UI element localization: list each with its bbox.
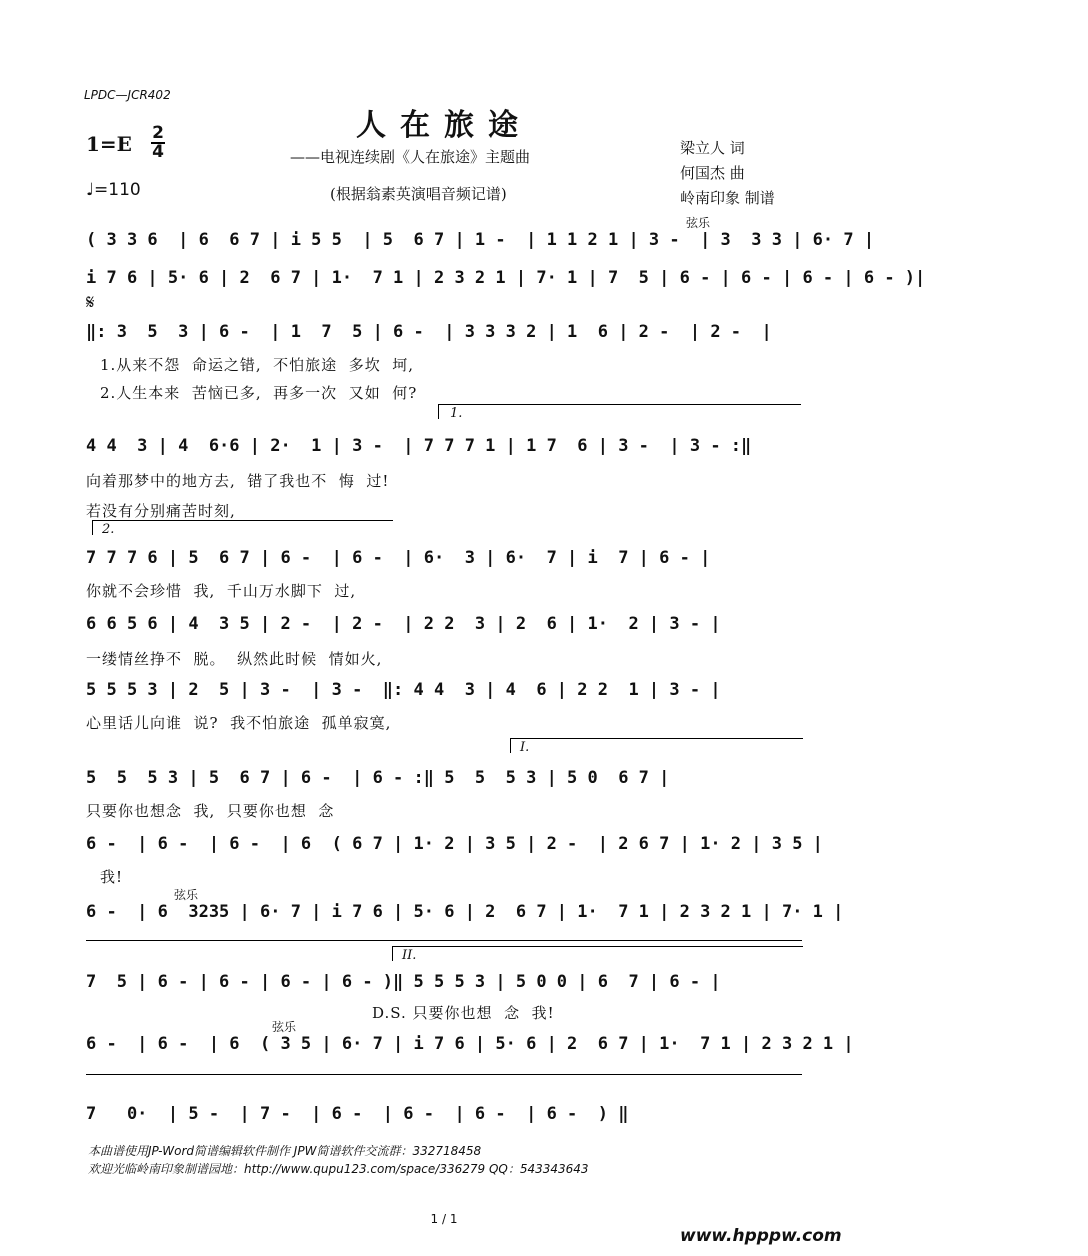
notation-line-10: 6 - | 6 3235 | 6· 7 | i 7 6 | 5· 6 | 2 6 7 | 1· 7 1 | 2 3 2 1 | 7· 1 | — [86, 902, 844, 922]
volta-bracket-1 — [438, 404, 801, 419]
footer-website-note: 欢迎光临岭南印象制谱园地：http://www.qupu123.com/space/336279 QQ：543343643 — [88, 1162, 589, 1176]
notation-line-3: ‖: 3 5 3 | 6 - | 1 7 5 | 6 - | 3 3 3 2 | 1 6 | 2 - | 2 - | — [86, 322, 772, 342]
lyric-line-8: 只要你也想念 我, 只要你也想 念 — [86, 802, 335, 820]
notation-line-1: ( 3 3 6 | 6 6 7 | i 5 5 | 5 6 7 | 1 - | 1 1 2 1 | 3 - | 3 3 3 | 6· 7 | — [86, 230, 875, 250]
volta-2-label: 2. — [102, 522, 115, 537]
instrument-label: 弦乐 — [686, 216, 711, 230]
page-number: 1 / 1 — [430, 1212, 458, 1226]
system-divider-1 — [86, 940, 802, 941]
key-signature: 1=E — [86, 132, 132, 156]
song-subtitle: ——电视连续剧《人在旅途》主题曲 — [290, 148, 531, 166]
time-signature-bottom: 4 — [152, 142, 164, 162]
lyric-line-4a: 向着那梦中的地方去, 错了我也不 悔 过! — [86, 472, 390, 490]
volta-1-label: 1. — [450, 406, 463, 421]
instrument-label-2: 弦乐 — [174, 888, 199, 902]
lyric-line-7: 心里话儿向谁 说? 我不怕旅途 孤单寂寞, — [86, 714, 392, 732]
notation-line-6: 6 6 5 6 | 4 3 5 | 2 - | 2 - | 2 2 3 | 2 6 | 1· 2 | 3 - | — [86, 614, 721, 634]
lyric-line-3b: 2.人生本来 苦恼已多, 再多一次 又如 何? — [100, 384, 418, 402]
lyric-line-5: 你就不会珍惜 我, 千山万水脚下 过, — [86, 582, 357, 600]
credits — [680, 136, 775, 211]
time-signature-top: 2 — [152, 123, 164, 143]
segno-sign: 𝄋 — [86, 290, 95, 314]
score-code: LPDC—JCR402 — [84, 88, 171, 102]
instrument-label-3: 弦乐 — [272, 1020, 297, 1034]
lyric-line-3a: 1.从来不怨 命运之错, 不怕旅途 多坎 坷, — [100, 356, 414, 374]
notation-line-9: 6 - | 6 - | 6 - | 6 ( 6 7 | 1· 2 | 3 5 | 2 - | 2 6 7 | 1· 2 | 3 5 | — [86, 834, 823, 854]
notation-line-13: 7 0· | 5 - | 7 - | 6 - | 6 - | 6 - | 6 - ) ‖ — [86, 1104, 629, 1124]
lyric-line-4b: 若没有分别痛苦时刻, — [86, 502, 236, 520]
song-title: 人在旅途 — [356, 108, 532, 143]
lyric-line-11: D.S. 只要你也想 念 我! — [372, 1004, 555, 1022]
volta-bracket-II — [392, 946, 803, 961]
arranger-credit: 岭南印象 制谱 — [680, 189, 775, 207]
time-signature — [151, 123, 165, 162]
volta-bracket-I — [510, 738, 803, 753]
notation-line-8: 5 5 5 3 | 5 6 7 | 6 - | 6 - :‖ 5 5 5 3 | 5 0 6 7 | — [86, 768, 670, 788]
notation-line-2: i 7 6 | 5· 6 | 2 6 7 | 1· 7 1 | 2 3 2 1 | 7· 1 | 7 5 | 6 - | 6 - | 6 - | 6 - )| — [86, 268, 926, 288]
transcription-note: (根据翁素英演唱音频记谱) — [330, 185, 507, 203]
system-divider-2 — [86, 1074, 802, 1075]
footer-software-note: 本曲谱使用JP-Word简谱编辑软件制作 JPW简谱软件交流群：332718458 — [88, 1144, 482, 1158]
notation-line-7: 5 5 5 3 | 2 5 | 3 - | 3 - ‖: 4 4 3 | 4 6 | 2 2 1 | 3 - | — [86, 680, 721, 700]
volta-II-label: II. — [402, 948, 417, 963]
notation-line-11: 7 5 | 6 - | 6 - | 6 - | 6 - )‖ 5 5 5 3 | 5 0 0 | 6 7 | 6 - | — [86, 972, 721, 992]
notation-line-12: 6 - | 6 - | 6 ( 3 5 | 6· 7 | i 7 6 | 5· 6 | 2 6 7 | 1· 7 1 | 2 3 2 1 | — [86, 1034, 854, 1054]
composer-credit: 何国杰 曲 — [680, 164, 745, 182]
site-watermark: www.hpppw.com — [680, 1226, 842, 1246]
volta-I-label: I. — [520, 740, 530, 755]
tempo-mark: ♩=110 — [86, 180, 141, 200]
lyric-line-9: 我! — [100, 868, 124, 886]
notation-line-5: 7 7 7 6 | 5 6 7 | 6 - | 6 - | 6· 3 | 6· 7 | i 7 | 6 - | — [86, 548, 711, 568]
lyric-line-6: 一缕情丝挣不 脱。 纵然此时候 情如火, — [86, 650, 383, 668]
lyricist-credit: 梁立人 词 — [680, 139, 745, 157]
notation-line-4: 4 4 3 | 4 6·6 | 2· 1 | 3 - | 7 7 7 1 | 1 7 6 | 3 - | 3 - :‖ — [86, 436, 752, 456]
volta-bracket-2 — [92, 520, 393, 535]
